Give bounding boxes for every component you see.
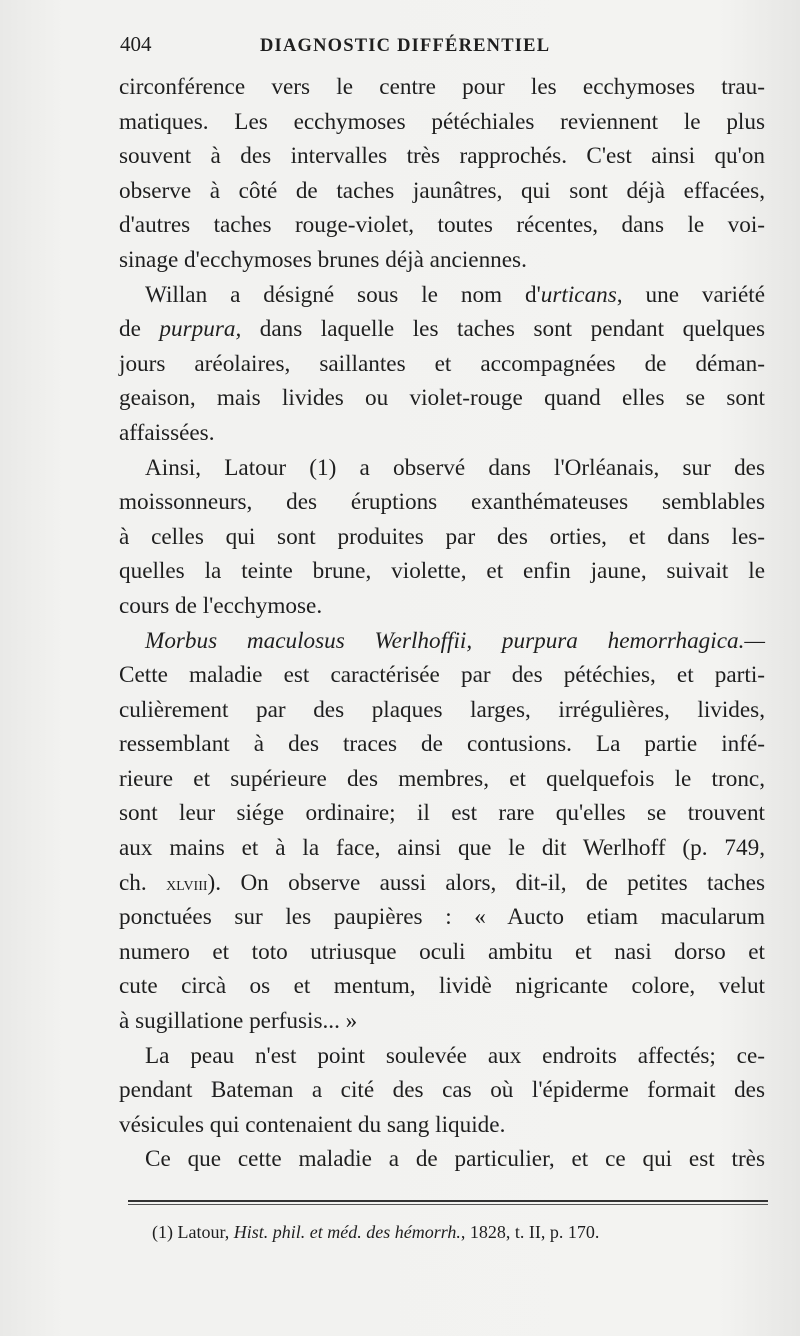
text-line: culièrement par des plaques larges, irrégulières, livides,: [119, 696, 765, 723]
text-line: Cette maladie est caractérisée par des pétéchies, et parti-: [119, 662, 765, 689]
body-text: [119, 70, 765, 1177]
text-line: cute circà os et mentum, lividè nigricante colore, velut: [119, 973, 765, 1000]
footnote-details: , 1828, t. II, p. 170.: [460, 1222, 600, 1242]
footnote-marker: (1) Latour,: [152, 1222, 234, 1242]
footnote-rule-thin: [128, 1204, 768, 1205]
text-line: [119, 866, 765, 901]
text-line: [119, 312, 765, 347]
italic-term: purpura,: [159, 316, 242, 343]
text-line: rieure et supérieure des membres, et quelquefois le tronc,: [119, 765, 765, 792]
footnote-work-title: Hist. phil. et méd. des hémorrh.: [233, 1222, 461, 1242]
text-fragment: Willan a désigné sous le nom d': [145, 281, 541, 308]
text-fragment: , une variété: [616, 281, 765, 308]
text-fragment: de: [119, 316, 160, 343]
text-line: vésicules qui contenaient du sang liquide.: [119, 1111, 506, 1138]
text-line: sont leur siége ordinaire; il est rare qu'elles se trouvent: [119, 800, 765, 827]
text-fragment: ch.: [119, 869, 167, 896]
text-line: matiques. Les ecchymoses pétéchiales reviennent le plus: [119, 108, 765, 135]
text-line: circonférence vers le centre pour les ecchymoses trau-: [119, 74, 765, 100]
text-line: à celles qui sont produites par des orties, et dans les-: [119, 523, 765, 550]
italic-term: urticans: [540, 281, 617, 308]
text-line: Ainsi, Latour (1) a observé dans l'Orléanais, sur des: [145, 454, 765, 481]
text-line: numero et toto utriusque oculi ambitu et nasi dorso et: [119, 938, 765, 965]
text-line: quelles la teinte brune, violette, et enfin jaune, suivait le: [119, 558, 765, 585]
text-line: cours de l'ecchymose.: [119, 592, 323, 619]
text-line: aux mains et à la face, ainsi que le dit Werlhoff (p. 749,: [119, 835, 765, 862]
small-caps-numeral: xlviii: [166, 872, 208, 895]
text-line: ressemblant à des traces de contusions. La partie infé-: [119, 731, 765, 758]
text-line: souvent à des intervalles très rapprochés. C'est ainsi qu'on: [119, 143, 765, 170]
text-line: [119, 278, 765, 313]
page-number: 404: [120, 32, 152, 56]
text-line: observe à côté de taches jaunâtres, qui sont déjà effacées,: [119, 177, 765, 204]
text-line: moissonneurs, des éruptions exanthémateuses semblables: [119, 489, 765, 516]
text-line: ponctuées sur les paupières : « Aucto etiam macularum: [119, 904, 765, 931]
footnote-rule: [128, 1200, 768, 1202]
section-heading-line: Morbus maculosus Werlhoffii, purpura hemorrhagica.—: [145, 627, 765, 654]
text-fragment: dans laquelle les taches sont pendant quelques: [241, 316, 765, 343]
page-header: [120, 32, 760, 62]
text-line: à sugillatione perfusis... »: [119, 1008, 358, 1035]
footnote: [152, 1222, 772, 1243]
text-line: La peau n'est point soulevée aux endroits affectés; ce-: [145, 1042, 765, 1069]
text-fragment: ). On observe aussi alors, dit-il, de petites taches: [207, 869, 765, 896]
text-line: Ce que cette maladie a de particulier, et ce qui est très: [145, 1146, 765, 1173]
text-line: jours aréolaires, saillantes et accompagnées de déman-: [119, 350, 765, 377]
text-line: pendant Bateman a cité des cas où l'épiderme formait des: [119, 1077, 765, 1104]
text-line: affaissées.: [119, 419, 215, 446]
text-line: sinage d'ecchymoses brunes déjà anciennes.: [119, 246, 527, 273]
text-line: geaison, mais livides ou violet-rouge quand elles se sont: [119, 385, 765, 412]
running-head: DIAGNOSTIC DIFFÉRENTIEL: [260, 36, 551, 56]
text-line: d'autres taches rouge-violet, toutes récentes, dans le voi-: [119, 212, 765, 239]
